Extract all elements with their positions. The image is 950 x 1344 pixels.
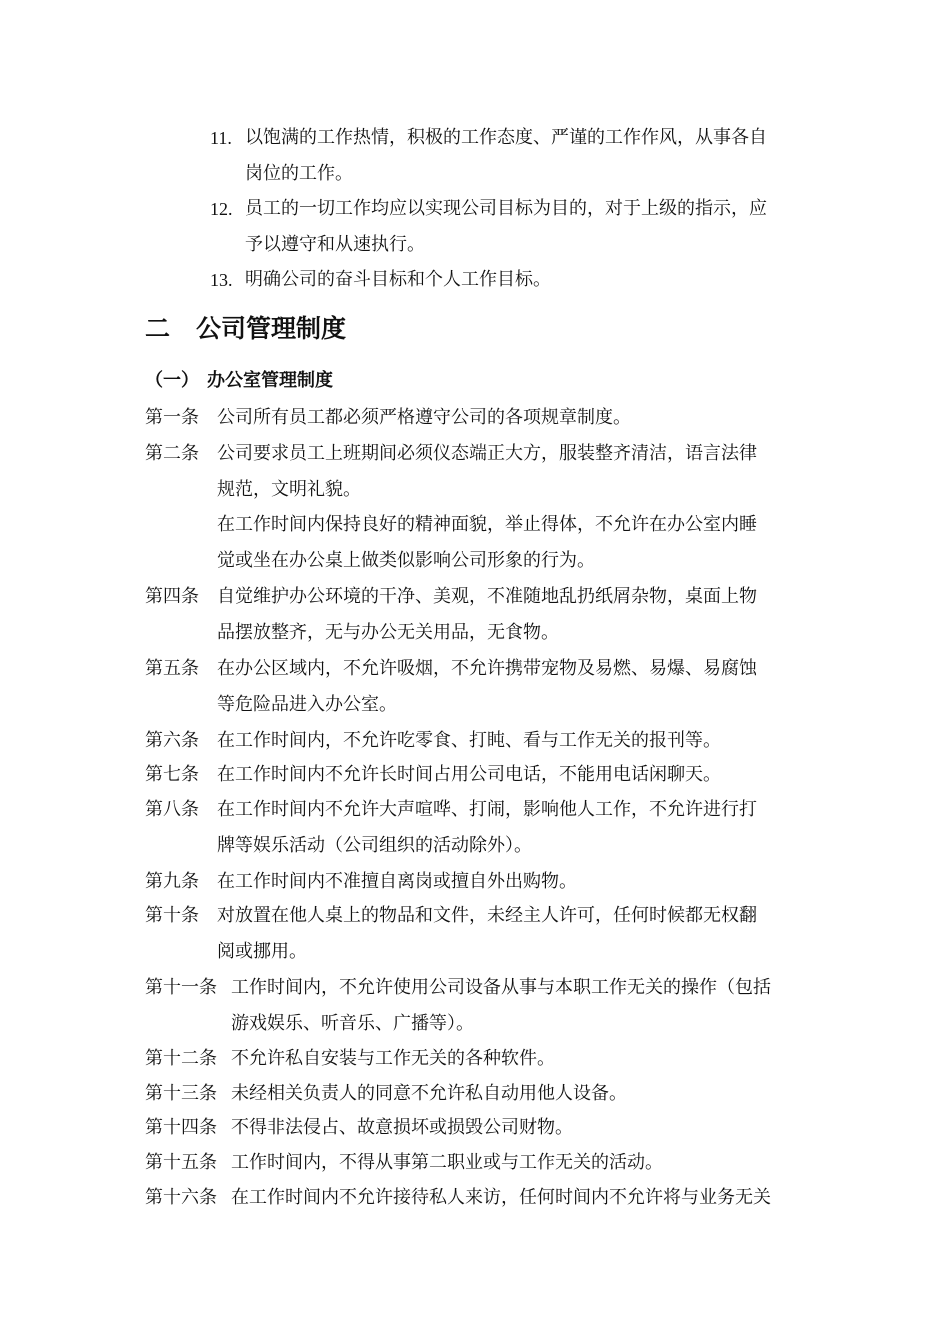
article-label: 第十三条 [145, 1083, 217, 1104]
article-text: 觉或坐在办公桌上做类似影响公司形象的行为。 [217, 550, 595, 571]
article-text: 阅或挪用。 [217, 941, 307, 962]
article-label: 第十一条 [145, 977, 217, 998]
article-text: 等危险品进入办公室。 [217, 694, 397, 715]
list-item-text: 明确公司的奋斗目标和个人工作目标。 [245, 269, 551, 290]
article-text: 规范，文明礼貌。 [217, 479, 361, 500]
section-number: 二 [145, 314, 171, 343]
article-text: 未经相关负责人的同意不允许私自动用他人设备。 [231, 1083, 627, 1104]
article-label: 第十六条 [145, 1187, 217, 1208]
subsection-number: （一） [145, 370, 199, 391]
article-text: 不得非法侵占、故意损坏或损毁公司财物。 [231, 1117, 573, 1138]
article-text: 不允许私自安装与工作无关的各种软件。 [231, 1048, 555, 1069]
article-label: 第十二条 [145, 1048, 217, 1069]
article-text: 牌等娱乐活动（公司组织的活动除外）。 [217, 835, 532, 856]
list-item-text: 岗位的工作。 [245, 163, 353, 184]
article-label: 第十四条 [145, 1117, 217, 1138]
article-label: 第十五条 [145, 1152, 217, 1173]
article-label: 第十条 [145, 905, 199, 926]
article-text: 在工作时间内保持良好的精神面貌，举止得体，不允许在办公室内睡 [217, 514, 757, 535]
article-text: 在工作时间内不允许接待私人来访，任何时间内不允许将与业务无关 [231, 1187, 771, 1208]
article-label: 第九条 [145, 871, 199, 892]
article-label: 第七条 [145, 764, 199, 785]
list-item-number: 13. [210, 270, 233, 290]
article-label: 第八条 [145, 799, 199, 820]
article-text: 公司所有员工都必须严格遵守公司的各项规章制度。 [217, 407, 631, 428]
section-title: 公司管理制度 [196, 314, 347, 343]
article-text: 公司要求员工上班期间必须仪态端正大方，服装整齐清洁，语言法律 [217, 443, 757, 464]
article-text: 工作时间内，不允许使用公司设备从事与本职工作无关的操作（包括 [231, 977, 771, 998]
list-item-text: 予以遵守和从速执行。 [245, 234, 425, 255]
list-item-number: 11. [210, 128, 232, 148]
list-item-text: 以饱满的工作热情，积极的工作态度、严谨的工作作风，从事各自 [245, 127, 767, 148]
article-text: 自觉维护办公环境的干净、美观，不准随地乱扔纸屑杂物，桌面上物 [217, 586, 757, 607]
article-text: 在工作时间内不准擅自离岗或擅自外出购物。 [217, 871, 577, 892]
section-heading [145, 313, 346, 345]
article-label: 第四条 [145, 586, 199, 607]
subsection-heading [145, 370, 333, 392]
article-text: 在工作时间内不允许长时间占用公司电话，不能用电话闲聊天。 [217, 764, 721, 785]
article-text: 对放置在他人桌上的物品和文件，未经主人许可，任何时候都无权翻 [217, 905, 757, 926]
article-label: 第一条 [145, 407, 199, 428]
article-text: 品摆放整齐，无与办公无关用品，无食物。 [217, 622, 559, 643]
article-text: 在工作时间内不允许大声喧哗、打闹，影响他人工作，不允许进行打 [217, 799, 757, 820]
article-text: 工作时间内，不得从事第二职业或与工作无关的活动。 [231, 1152, 663, 1173]
article-label: 第五条 [145, 658, 199, 679]
article-text: 在工作时间内，不允许吃零食、打盹、看与工作无关的报刊等。 [217, 730, 721, 751]
list-item-text: 员工的一切工作均应以实现公司目标为目的，对于上级的指示，应 [245, 198, 767, 219]
article-text: 在办公区域内，不允许吸烟，不允许携带宠物及易燃、易爆、易腐蚀 [217, 658, 757, 679]
subsection-title: 办公室管理制度 [207, 370, 333, 391]
list-item-number: 12. [210, 199, 233, 219]
article-label: 第六条 [145, 730, 199, 751]
article-label: 第二条 [145, 443, 199, 464]
article-text: 游戏娱乐、听音乐、广播等）。 [231, 1013, 474, 1034]
